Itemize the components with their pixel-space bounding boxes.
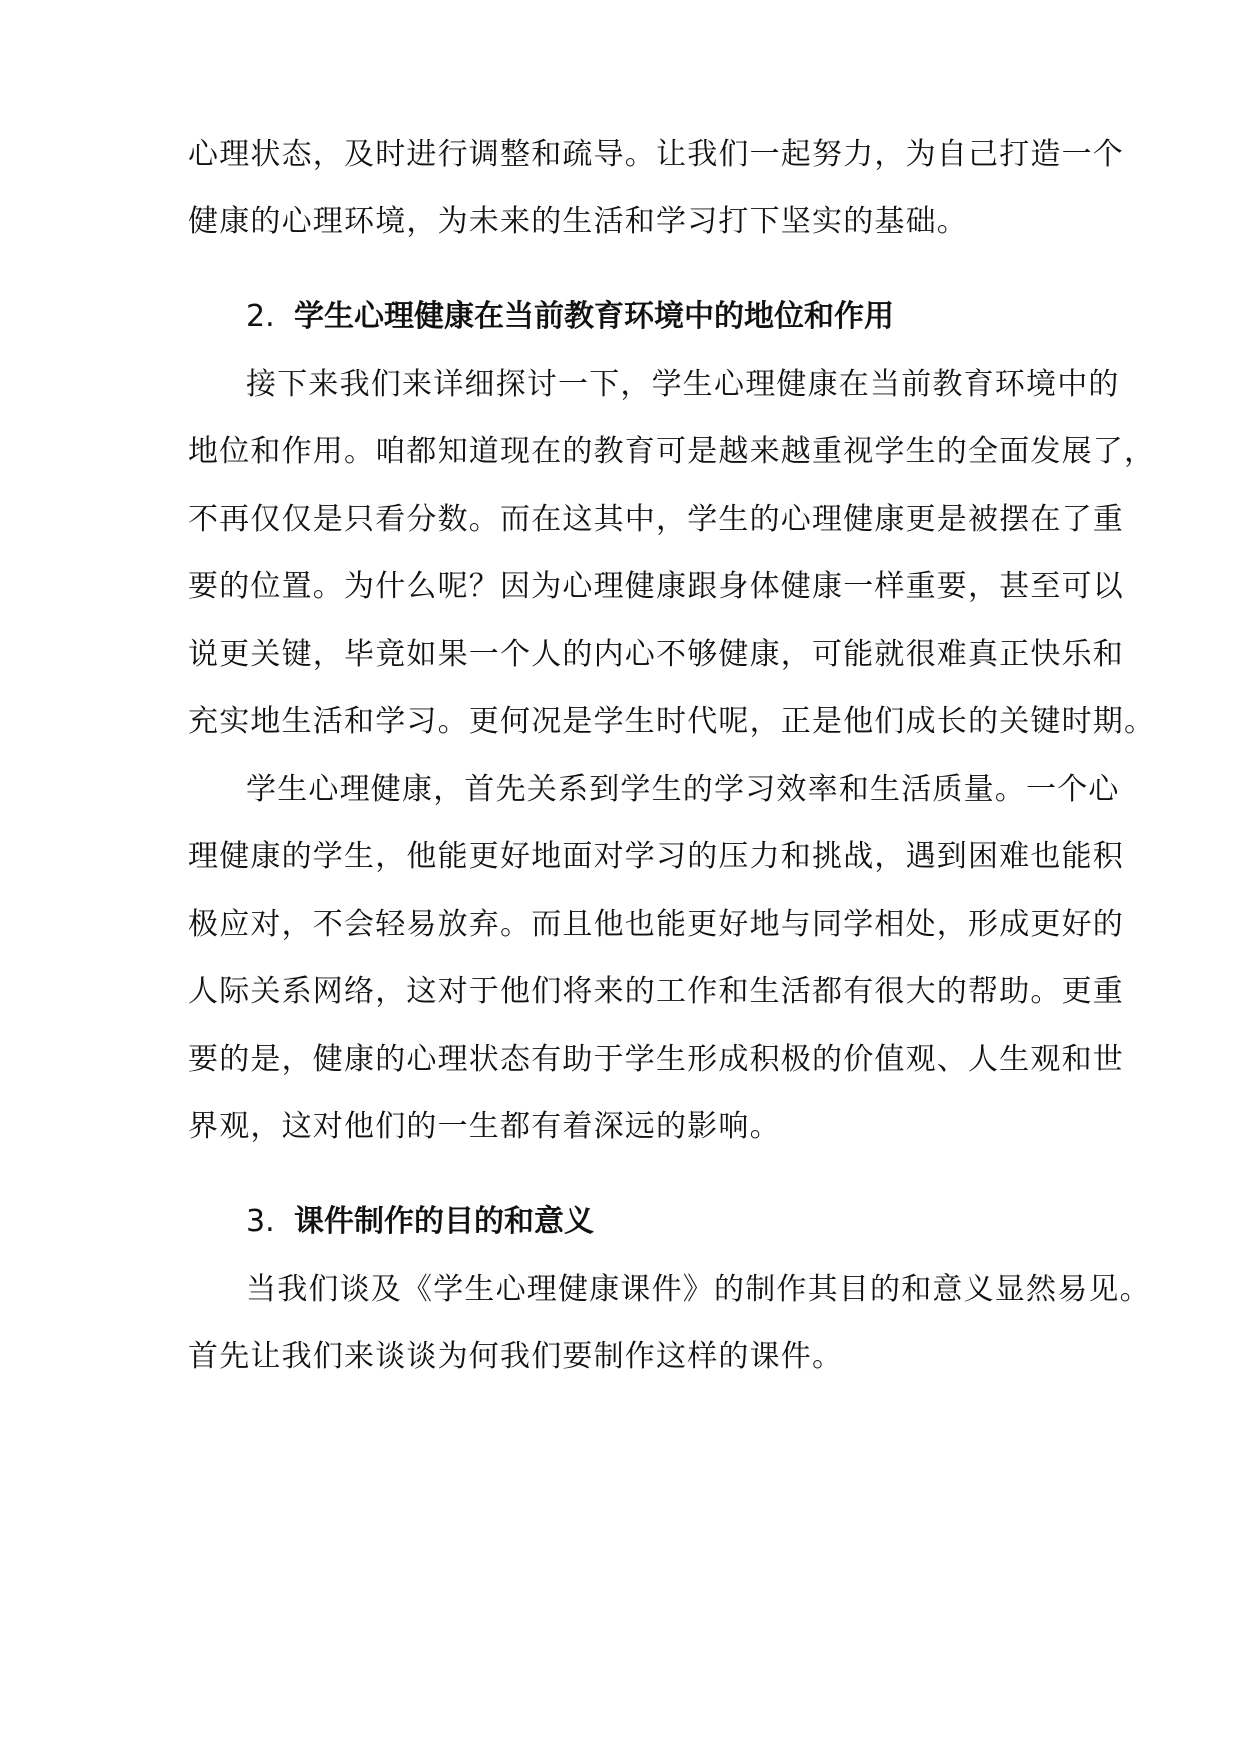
paragraph-line: 说更关键，毕竟如果一个人的内心不够健康，可能就很难真正快乐和	[188, 637, 1124, 672]
paragraph-line: 学生心理健康，首先关系到学生的学习效率和生活质量。一个心	[246, 772, 1120, 807]
paragraph-line: 人际关系网络，这对于他们将来的工作和生活都有很大的帮助。更重	[188, 974, 1124, 1009]
paragraph-line: 首先让我们来谈谈为何我们要制作这样的课件。	[188, 1339, 844, 1374]
section-title: 课件制作的目的和意义	[294, 1204, 594, 1239]
paragraph-line: 不再仅仅是只看分数。而在这其中，学生的心理健康更是被摆在了重	[188, 502, 1124, 537]
section-heading-2	[246, 297, 894, 337]
paragraph-line: 极应对，不会轻易放弃。而且他也能更好地与同学相处，形成更好的	[188, 907, 1124, 942]
paragraph-line: 界观，这对他们的一生都有着深远的影响。	[188, 1109, 781, 1144]
section-heading-3	[246, 1202, 594, 1242]
paragraph-line: 心理状态，及时进行调整和疏导。让我们一起努力，为自己打造一个	[188, 137, 1124, 172]
section-title: 学生心理健康在当前教育环境中的地位和作用	[294, 299, 894, 334]
paragraph-line: 充实地生活和学习。更何况是学生时代呢，正是他们成长的关键时期。	[188, 704, 1156, 739]
section-number: 3.	[246, 1204, 275, 1239]
paragraph-line: 要的是，健康的心理状态有助于学生形成积极的价值观、人生观和世	[188, 1042, 1124, 1077]
paragraph-line: 接下来我们来详细探讨一下，学生心理健康在当前教育环境中的	[246, 367, 1120, 402]
paragraph-line: 健康的心理环境，为未来的生活和学习打下坚实的基础。	[188, 204, 968, 239]
paragraph-line: 理健康的学生，他能更好地面对学习的压力和挑战，遇到困难也能积	[188, 839, 1124, 874]
paragraph-line: 地位和作用。咱都知道现在的教育可是越来越重视学生的全面发展了，	[188, 434, 1156, 469]
paragraph-line: 要的位置。为什么呢？因为心理健康跟身体健康一样重要，甚至可以	[188, 569, 1124, 604]
paragraph-line: 当我们谈及《学生心理健康课件》的制作其目的和意义显然易见。	[246, 1272, 1151, 1307]
section-number: 2.	[246, 299, 275, 334]
